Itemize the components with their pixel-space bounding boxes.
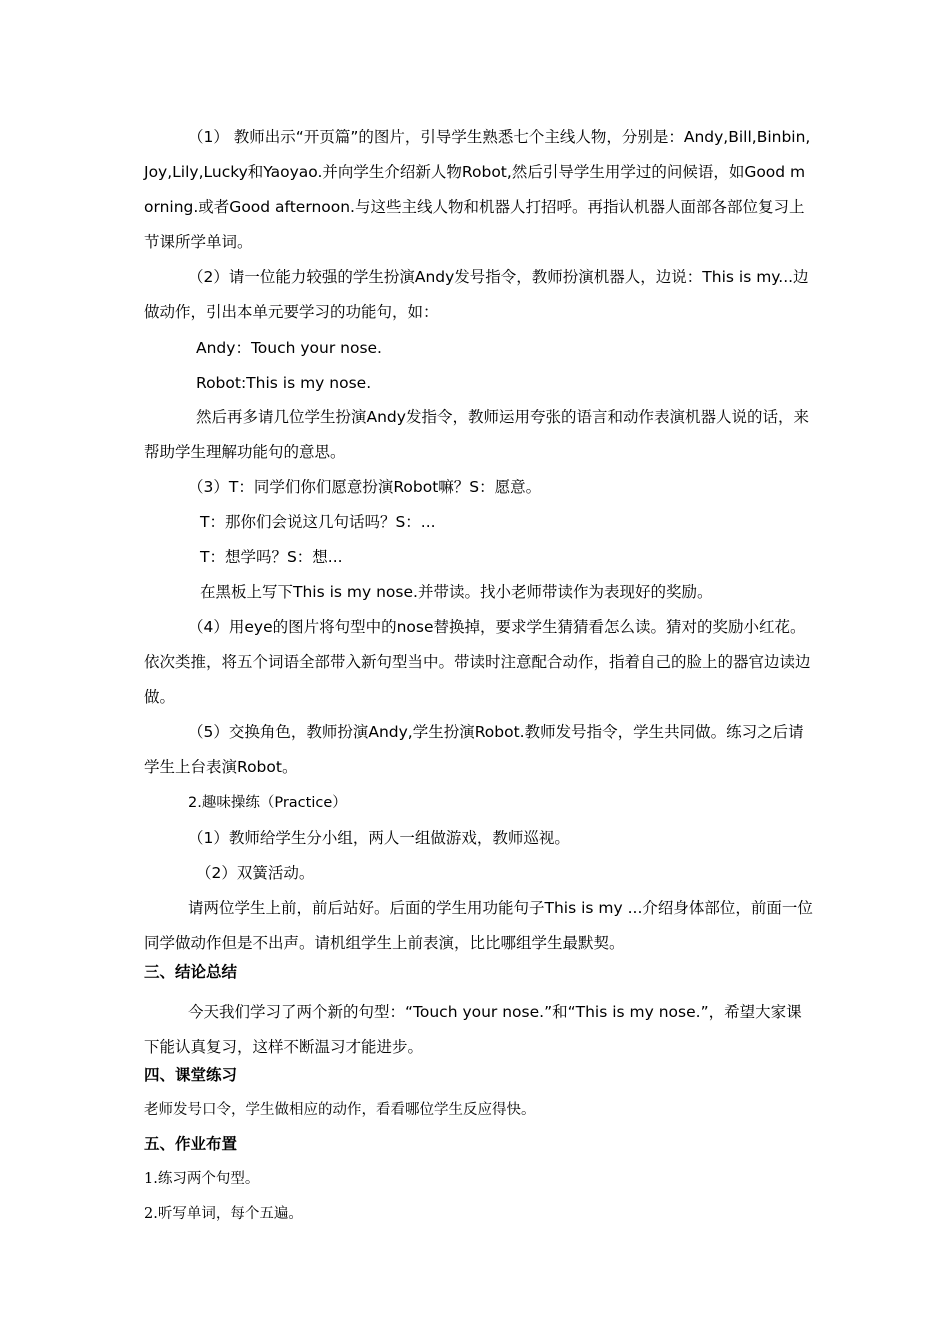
section-title-homework: 五、作业布置: [144, 1135, 238, 1153]
section-title-summary: 三、结论总结: [144, 963, 238, 981]
paragraph-step5: （5）交换角色，教师扮演Andy,学生扮演Robot.教师发号指令，学生共同做。练习之后请学生上台表演Robot。: [144, 723, 804, 776]
paragraph-step4: （4）用eye的图片将句型中的nose替换掉，要求学生猜猜看怎么读。猜对的奖励小红花。依次类推，将五个词语全部带入新句型当中。带读时注意配合动作，指着自己的脸上的器官边读边做。: [144, 618, 811, 706]
paragraph-step3-line2: T：那你们会说这几句话吗？S：...: [200, 513, 436, 531]
paragraph-summary: 今天我们学习了两个新的句型：“Touch your nose.”和“This is my nose.”，希望大家课下能认真复习，这样不断温习才能进步。: [144, 1003, 802, 1056]
homework-item-2: 2.听写单词，每个五遍。: [144, 1206, 303, 1222]
dialog-line-robot: Robot:This is my nose.: [196, 374, 372, 392]
paragraph-step3-line1: （3）T：同学们你们愿意扮演Robot嘛？S：愿意。: [188, 478, 542, 496]
paragraph-step3-line3: T：想学吗？S：想...: [200, 548, 343, 566]
paragraph-practice-2: （2）双簧活动。: [196, 864, 315, 882]
paragraph-step2: （2）请一位能力较强的学生扮演Andy发号指令，教师扮演机器人，边说：This is my...边做动作，引出本单元要学习的功能句，如：: [144, 268, 809, 321]
paragraph-step2-continued: 然后再多请几位学生扮演Andy发指令，教师运用夸张的语言和动作表演机器人说的话，来帮助学生理解功能句的意思。: [144, 408, 809, 461]
subsection-practice-title: 2.趣味操练（Practice）: [188, 795, 347, 811]
dialog-line-andy: Andy：Touch your nose.: [196, 339, 382, 357]
paragraph-step1: （1） 教师出示“开页篇”的图片，引导学生熟悉七个主线人物，分别是：Andy,Bill,Binbin,Joy,Lily,Lucky和Yaoyao.并向学生介绍新人物Robot,然后引导学生用学过的问候语，如Good morning.或者Good afternoon.与这些主线人物和机器人打招呼。再指认机器人面部各部位复习上节课所学单词。: [144, 128, 811, 251]
paragraph-practice-description: 请两位学生上前，前后站好。后面的学生用功能句子This is my ...介绍身体部位，前面一位同学做动作但是不出声。请机组学生上前表演，比比哪组学生最默契。: [144, 899, 813, 952]
homework-item-1: 1.练习两个句型。: [144, 1171, 260, 1187]
paragraph-class-exercise: 老师发号口令，学生做相应的动作，看看哪位学生反应得快。: [144, 1102, 536, 1118]
section-title-class-exercise: 四、课堂练习: [144, 1066, 238, 1084]
paragraph-practice-1: （1）教师给学生分小组，两人一组做游戏，教师巡视。: [188, 829, 570, 847]
paragraph-step3-line4: 在黑板上写下This is my nose.并带读。找小老师带读作为表现好的奖励。: [200, 583, 713, 601]
